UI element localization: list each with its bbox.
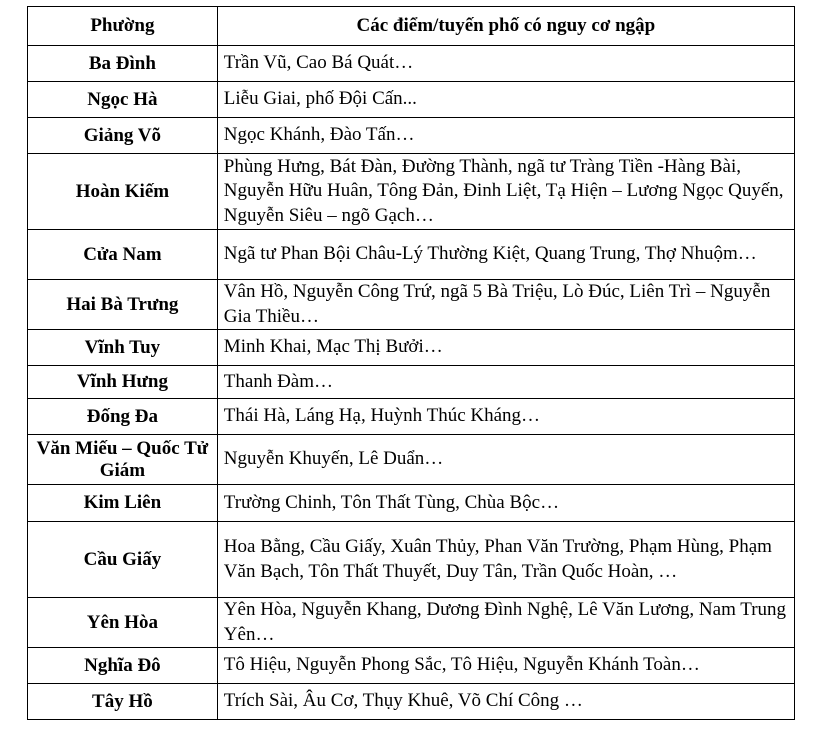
header-ward: Phường [28, 7, 218, 46]
streets-cell: Hoa Bằng, Cầu Giấy, Xuân Thủy, Phan Văn Trường, Phạm Hùng, Phạm Văn Bạch, Tôn Thất Thuyết, Duy Tân, Trần Quốc Hoàn, … [217, 522, 794, 598]
ward-cell: Ba Đình [28, 46, 218, 82]
table-row [28, 230, 795, 280]
table-row [28, 280, 795, 330]
streets-cell: Thái Hà, Láng Hạ, Huỳnh Thúc Kháng… [217, 399, 794, 435]
header-streets: Các điểm/tuyến phố có nguy cơ ngập [217, 7, 794, 46]
ward-cell: Hai Bà Trưng [28, 280, 218, 330]
streets-cell: Tô Hiệu, Nguyễn Phong Sắc, Tô Hiệu, Nguyễn Khánh Toàn… [217, 648, 794, 684]
table-row [28, 485, 795, 522]
ward-cell: Vĩnh Tuy [28, 330, 218, 366]
ward-cell: Hoàn Kiếm [28, 154, 218, 230]
ward-cell: Đống Đa [28, 399, 218, 435]
flood-risk-table [27, 6, 795, 720]
ward-cell: Tây Hồ [28, 684, 218, 720]
table-row [28, 330, 795, 366]
streets-cell: Vân Hồ, Nguyễn Công Trứ, ngã 5 Bà Triệu, Lò Đúc, Liên Trì – Nguyễn Gia Thiều… [217, 280, 794, 330]
table-row [28, 522, 795, 598]
streets-cell: Liễu Giai, phố Đội Cấn... [217, 82, 794, 118]
streets-cell: Trần Vũ, Cao Bá Quát… [217, 46, 794, 82]
ward-cell: Giảng Võ [28, 118, 218, 154]
streets-cell: Nguyễn Khuyến, Lê Duẩn… [217, 435, 794, 485]
table-row [28, 46, 795, 82]
streets-cell: Minh Khai, Mạc Thị Bưởi… [217, 330, 794, 366]
streets-cell: Phùng Hưng, Bát Đàn, Đường Thành, ngã tư Tràng Tiền -Hàng Bài, Nguyễn Hữu Huân, Tông Đản, Đinh Liệt, Tạ Hiện – Lương Ngọc Quyến, Nguyễn Siêu – ngõ Gạch… [217, 154, 794, 230]
ward-cell: Kim Liên [28, 485, 218, 522]
streets-cell: Yên Hòa, Nguyễn Khang, Dương Đình Nghệ, Lê Văn Lương, Nam Trung Yên… [217, 598, 794, 648]
ward-cell: Ngọc Hà [28, 82, 218, 118]
table-row [28, 366, 795, 399]
header-row [28, 7, 795, 46]
ward-cell: Cầu Giấy [28, 522, 218, 598]
table-row [28, 82, 795, 118]
table-row [28, 648, 795, 684]
streets-cell: Ngọc Khánh, Đào Tấn… [217, 118, 794, 154]
ward-cell: Yên Hòa [28, 598, 218, 648]
ward-cell: Cửa Nam [28, 230, 218, 280]
table-row [28, 399, 795, 435]
ward-cell: Văn Miếu – Quốc Tử Giám [28, 435, 218, 485]
table-row [28, 435, 795, 485]
streets-cell: Ngã tư Phan Bội Châu-Lý Thường Kiệt, Quang Trung, Thợ Nhuộm… [217, 230, 794, 280]
streets-cell: Trích Sài, Âu Cơ, Thụy Khuê, Võ Chí Công … [217, 684, 794, 720]
ward-cell: Nghĩa Đô [28, 648, 218, 684]
streets-cell: Trường Chinh, Tôn Thất Tùng, Chùa Bộc… [217, 485, 794, 522]
table-row [28, 684, 795, 720]
table-row [28, 118, 795, 154]
table-row [28, 154, 795, 230]
ward-cell: Vĩnh Hưng [28, 366, 218, 399]
table-row [28, 598, 795, 648]
streets-cell: Thanh Đàm… [217, 366, 794, 399]
